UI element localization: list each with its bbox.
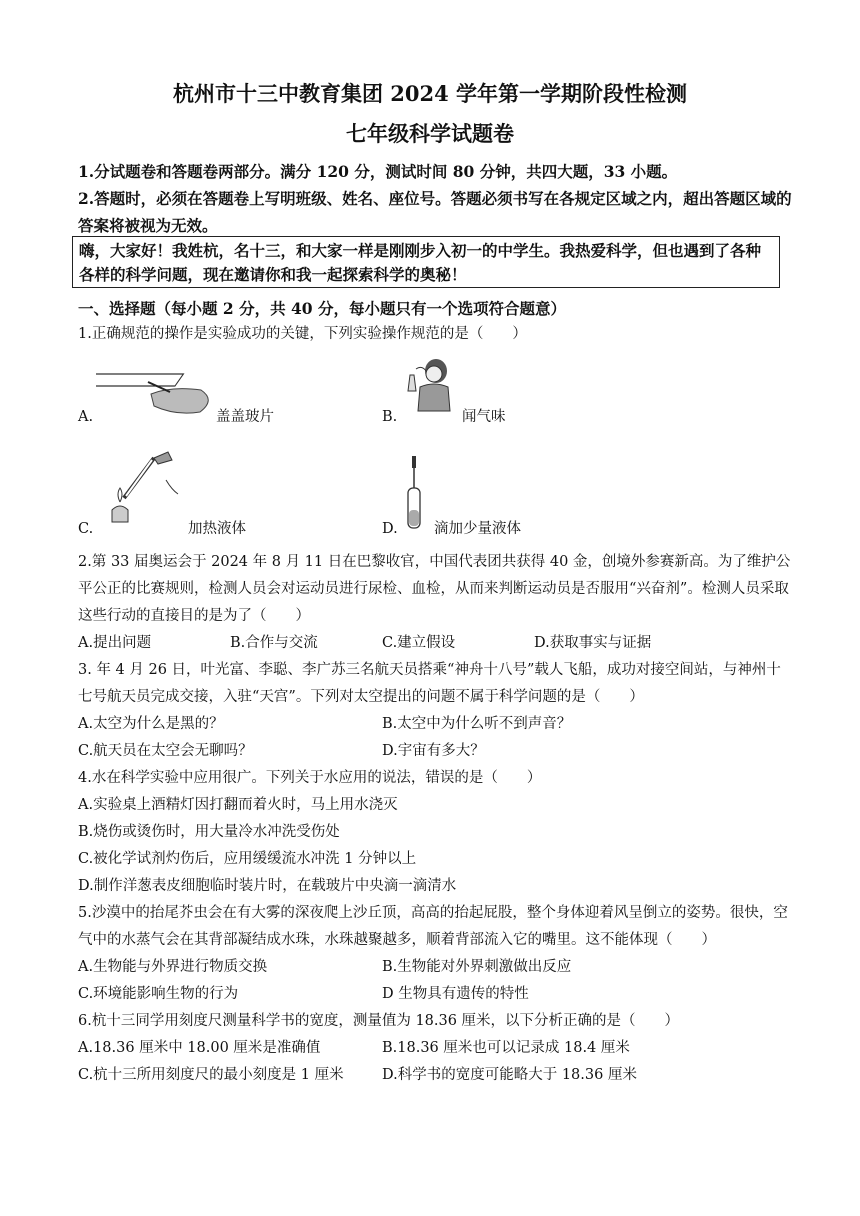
intro-box: 嗨，大家好！我姓杭，名十三，和大家一样是刚刚步入初一的中学生。我热爱科学，但也遇到了各种各样的科学问题，现在邀请你和我一起探索科学的奥秘！ bbox=[72, 236, 780, 288]
q5-option-d: D 生物具有遗传的特性 bbox=[382, 986, 529, 1002]
question-4-stem: 4.水在科学实验中应用很广。下列关于水应用的说法，错误的是（ ） bbox=[78, 770, 542, 786]
q5-option-b: B.生物能对外界刺激做出反应 bbox=[382, 959, 572, 975]
q2-option-d: D.获取事实与证据 bbox=[534, 635, 652, 651]
dropper-illustration bbox=[402, 454, 426, 534]
smelling-illustration bbox=[404, 355, 460, 415]
q5-option-c: C.环境能影响生物的行为 bbox=[78, 986, 239, 1002]
question-1-stem: 1.正确规范的操作是实验成功的关键，下列实验操作规范的是（ ） bbox=[78, 326, 527, 342]
q1-option-b-letter: B. bbox=[382, 409, 398, 425]
heating-liquid-illustration bbox=[98, 450, 190, 530]
q4-option-c: C.被化学试剂灼伤后，应用缓缓流水冲洗 1 分钟以上 bbox=[78, 851, 417, 867]
q3-option-c: C.航天员在太空会无聊吗？ bbox=[78, 743, 253, 759]
q4-option-b: B.烧伤或烫伤时，用大量冷水冲洗受伤处 bbox=[78, 824, 340, 840]
section-heading: 一、选择题（每小题 2 分，共 40 分，每小题只有一个选项符合题意） bbox=[78, 299, 566, 318]
question-2-stem: 2.第 33 届奥运会于 2024 年 8 月 11 日在巴黎收官，中国代表团共获得 40 金，创境外参赛新高。为了维护公平公正的比赛规则，检测人员会对运动员进行尿检、血检，从而来判断运动员是否服用“兴奋剂”。检测人员采取这些行动的直接目的是为了（ ） bbox=[78, 554, 791, 624]
q6-option-a: A.18.36 厘米中 18.00 厘米是准确值 bbox=[78, 1040, 321, 1056]
q6-option-b: B.18.36 厘米也可以记录成 18.4 厘米 bbox=[382, 1040, 630, 1056]
q3-option-b: B.太空中为什么听不到声音？ bbox=[382, 716, 572, 732]
q2-option-a: A.提出问题 bbox=[78, 635, 152, 651]
exam-subtitle: 七年级科学试题卷 bbox=[346, 121, 514, 146]
q6-option-d: D.科学书的宽度可能略大于 18.36 厘米 bbox=[382, 1067, 637, 1083]
note-2: 2.答题时，必须在答题卷上写明班级、姓名、座位号。答题必须书写在各规定区域之内，超出答题区域的答案将被视为无效。 bbox=[78, 189, 792, 235]
q1-option-c-letter: C. bbox=[78, 521, 94, 537]
q4-option-a: A.实验桌上酒精灯因打翻而着火时，马上用水浇灭 bbox=[78, 797, 398, 813]
q1-option-b-caption: 闻气味 bbox=[462, 409, 506, 425]
q1-option-d-caption: 滴加少量液体 bbox=[434, 521, 521, 537]
question-3-stem: 3. 年 4 月 26 日，叶光富、李聪、李广苏三名航天员搭乘“神舟十八号”载人飞船，成功对接空间站，与神州十七号航天员完成交接，入驻“天宫”。下列对太空提出的问题不属于科学问题的是（ ） bbox=[78, 662, 781, 705]
q1-option-c-caption: 加热液体 bbox=[188, 521, 246, 537]
q1-option-d-letter: D. bbox=[382, 521, 398, 537]
question-6-stem: 6.杭十三同学用刻度尺测量科学书的宽度，测量值为 18.36 厘米，以下分析正确的是（ ） bbox=[78, 1013, 680, 1029]
q6-option-c: C.杭十三所用刻度尺的最小刻度是 1 厘米 bbox=[78, 1067, 344, 1083]
cover-slip-illustration bbox=[96, 356, 216, 416]
exam-title: 杭州市十三中教育集团 2024 学年第一学期阶段性检测 bbox=[172, 81, 688, 106]
q1-option-a-caption: 盖盖玻片 bbox=[216, 409, 274, 425]
q2-option-b: B.合作与交流 bbox=[230, 635, 318, 651]
q2-option-c: C.建立假设 bbox=[382, 635, 456, 651]
q3-option-a: A.太空为什么是黑的？ bbox=[78, 716, 224, 732]
q3-option-d: D.宇宙有多大？ bbox=[382, 743, 485, 759]
q5-option-a: A.生物能与外界进行物质交换 bbox=[78, 959, 268, 975]
question-5-stem: 5.沙漠中的抬尾芥虫会在有大雾的深夜爬上沙丘顶，高高的抬起屁股，整个身体迎着风呈倒立的姿势。很快，空气中的水蒸气会在其背部凝结成水珠，水珠越聚越多，顺着背部流入它的嘴里。这不能体现（ ） bbox=[78, 905, 788, 948]
q4-option-d: D.制作洋葱表皮细胞临时装片时，在载玻片中央滴一滴清水 bbox=[78, 878, 457, 894]
q1-option-a-letter: A. bbox=[78, 409, 94, 425]
note-1: 1.分试题卷和答题卷两部分。满分 120 分，测试时间 80 分钟，共四大题，33 小题。 bbox=[78, 162, 678, 181]
